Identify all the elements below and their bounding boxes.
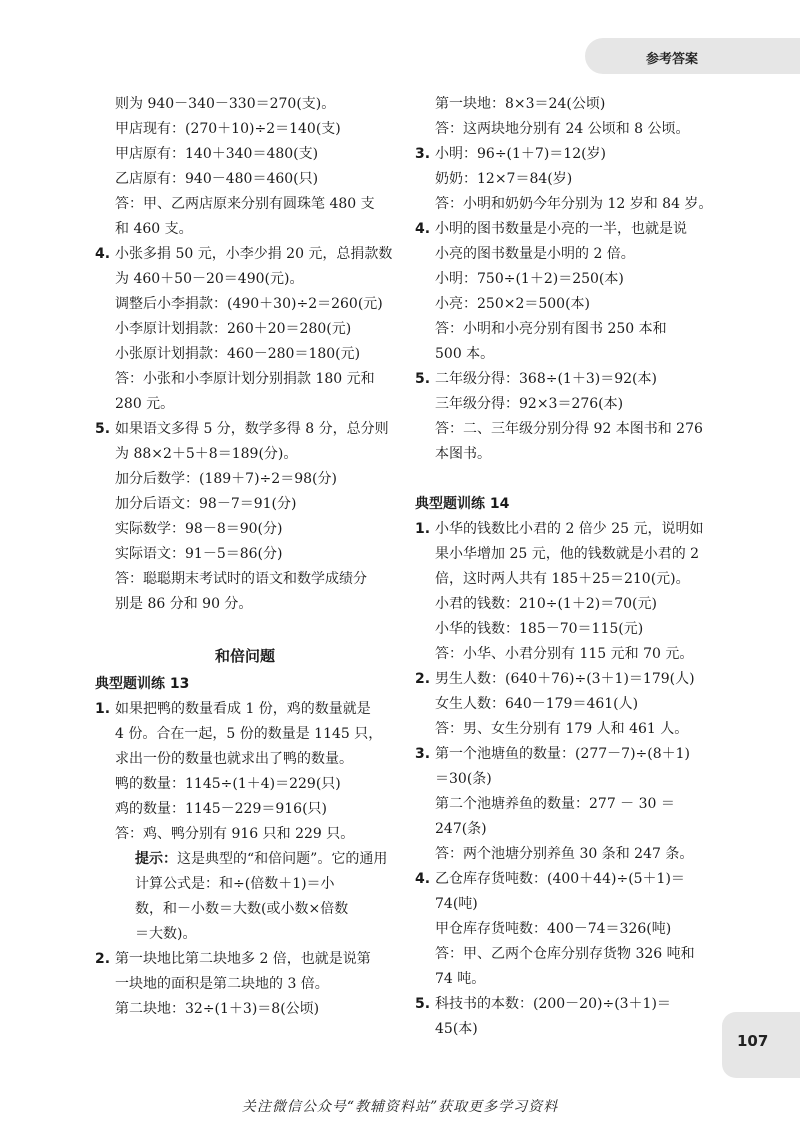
answer-item bbox=[415, 367, 720, 392]
line-text: 4 份。合在一起，5 份的数量是 1145 只， bbox=[115, 726, 383, 742]
answer-line bbox=[95, 517, 395, 542]
item-number: 2. bbox=[95, 951, 111, 967]
item-number: 5. bbox=[95, 421, 111, 437]
answer-line bbox=[415, 842, 720, 867]
answer-line bbox=[415, 267, 720, 292]
line-text: 科技书的本数：(200－20)÷(3＋1)＝ bbox=[435, 996, 671, 1012]
hint-line bbox=[95, 872, 395, 897]
left-column bbox=[95, 92, 395, 1022]
page-number: 107 bbox=[737, 1032, 769, 1050]
answer-line bbox=[95, 542, 395, 567]
answer-line bbox=[415, 617, 720, 642]
line-text: 别是 86 分和 90 分。 bbox=[115, 596, 253, 612]
answer-item bbox=[95, 947, 395, 972]
line-text: 小华的钱数比小君的 2 倍少 25 元，说明如 bbox=[435, 521, 704, 537]
line-text: 一块地的面积是第二块地的 3 倍。 bbox=[115, 976, 329, 992]
line-text: 答：男、女生分别有 179 人和 461 人。 bbox=[435, 721, 689, 737]
answer-line bbox=[415, 1017, 720, 1042]
line-text: 和 460 支。 bbox=[115, 221, 193, 237]
answer-item bbox=[415, 667, 720, 692]
line-text: 第二块地：32÷(1＋3)＝8(公顷) bbox=[115, 1001, 320, 1017]
answer-item bbox=[415, 867, 720, 892]
answer-item bbox=[95, 417, 395, 442]
answer-line bbox=[415, 592, 720, 617]
line-text: 为 88×2＋5＋8＝189(分)。 bbox=[115, 446, 298, 462]
answer-item bbox=[415, 142, 720, 167]
answer-line bbox=[415, 917, 720, 942]
line-text: 如果语文多得 5 分，数学多得 8 分，总分则 bbox=[115, 421, 389, 437]
item-number: 4. bbox=[415, 221, 431, 237]
answer-line bbox=[95, 142, 395, 167]
answer-line bbox=[415, 167, 720, 192]
answer-line bbox=[95, 442, 395, 467]
line-text: 则为 940－340－330＝270(支)。 bbox=[115, 96, 336, 112]
line-text: 第一个池塘鱼的数量：(277－7)÷(8＋1) bbox=[435, 746, 691, 762]
answer-item bbox=[95, 242, 395, 267]
answer-line bbox=[95, 822, 395, 847]
line-text: 奶奶：12×7＝84(岁) bbox=[435, 171, 573, 187]
answer-item bbox=[415, 742, 720, 767]
answer-line bbox=[95, 467, 395, 492]
section-title: 和倍问题 bbox=[214, 647, 275, 665]
line-text: 小张多捐 50 元，小李少捐 20 元，总捐款数 bbox=[115, 246, 393, 262]
line-text: 倍，这时两人共有 185＋25＝210(元)。 bbox=[435, 571, 690, 587]
answer-line bbox=[415, 317, 720, 342]
answer-line bbox=[95, 117, 395, 142]
answer-line bbox=[415, 542, 720, 567]
item-number: 4. bbox=[95, 246, 111, 262]
answer-line bbox=[415, 817, 720, 842]
line-text: 求出一份的数量也就求出了鸭的数量。 bbox=[115, 751, 353, 767]
item-number: 4. bbox=[415, 871, 431, 887]
answer-line bbox=[95, 492, 395, 517]
hint-line bbox=[95, 897, 395, 922]
line-text: 实际语文：91－5＝86(分) bbox=[115, 546, 283, 562]
answer-line bbox=[95, 292, 395, 317]
answer-line bbox=[95, 317, 395, 342]
item-number: 3. bbox=[415, 746, 431, 762]
line-text: 答：甲、乙两个仓库分别存货物 326 吨和 bbox=[435, 946, 695, 962]
item-number: 5. bbox=[415, 371, 431, 387]
line-text: 答：两个池塘分别养鱼 30 条和 247 条。 bbox=[435, 846, 694, 862]
line-text: 乙仓库存货吨数：(400＋44)÷(5＋1)＝ bbox=[435, 871, 685, 887]
line-text: 答：二、三年级分别分得 92 本图书和 276 bbox=[435, 421, 703, 437]
line-text: 小张原计划捐款：460－280＝180(元) bbox=[115, 346, 361, 362]
answer-line bbox=[95, 217, 395, 242]
answer-line bbox=[415, 717, 720, 742]
hint-label: 提示： bbox=[135, 851, 177, 867]
answer-item bbox=[415, 517, 720, 542]
line-text: 甲店现有：(270＋10)÷2＝140(支) bbox=[115, 121, 341, 137]
line-text: 第一块地比第二块地多 2 倍，也就是说第 bbox=[115, 951, 371, 967]
line-text: 小君的钱数：210÷(1＋2)＝70(元) bbox=[435, 596, 657, 612]
line-text: 74(吨) bbox=[435, 896, 478, 912]
line-text: 计算公式是：和÷(倍数＋1)＝小 bbox=[135, 876, 335, 892]
footer-text: 关注微信公众号“教辅资料站”获取更多学习资料 bbox=[241, 1099, 559, 1115]
answer-line bbox=[415, 442, 720, 467]
line-text: 答：小华、小君分别有 115 元和 70 元。 bbox=[435, 646, 694, 662]
line-text: 第二个池塘养鱼的数量：277 － 30 ＝ bbox=[435, 796, 675, 812]
answer-line bbox=[415, 567, 720, 592]
exercise-heading: 典型题训练 13 bbox=[95, 676, 190, 692]
spacer bbox=[95, 617, 395, 641]
line-text: 小亮的图书数量是小明的 2 倍。 bbox=[435, 246, 635, 262]
line-text: 答：这两块地分别有 24 公顷和 8 公顷。 bbox=[435, 121, 690, 137]
exercise-heading: 典型题训练 14 bbox=[415, 496, 510, 512]
line-text: 小明的图书数量是小亮的一半，也就是说 bbox=[435, 221, 687, 237]
answer-line bbox=[95, 772, 395, 797]
hint-line bbox=[95, 922, 395, 947]
answer-line bbox=[415, 642, 720, 667]
answer-line bbox=[95, 567, 395, 592]
answer-line bbox=[415, 117, 720, 142]
line-text: ＝大数)。 bbox=[135, 926, 197, 942]
line-text: 小华的钱数：185－70＝115(元) bbox=[435, 621, 644, 637]
answer-line bbox=[415, 242, 720, 267]
answer-item bbox=[415, 992, 720, 1017]
line-text: 女生人数：640－179＝461(人) bbox=[435, 696, 639, 712]
line-text: 答：甲、乙两店原来分别有圆珠笔 480 支 bbox=[115, 196, 375, 212]
line-text: ＝30(条) bbox=[435, 771, 492, 787]
answer-line bbox=[95, 192, 395, 217]
item-number: 2. bbox=[415, 671, 431, 687]
answer-line bbox=[415, 692, 720, 717]
answer-line bbox=[95, 392, 395, 417]
answer-line bbox=[95, 267, 395, 292]
answer-line bbox=[95, 972, 395, 997]
line-text: 数，和－小数＝大数(或小数×倍数 bbox=[135, 901, 349, 917]
right-column bbox=[415, 92, 720, 1042]
answer-line bbox=[415, 942, 720, 967]
line-text: 甲店原有：140＋340＝480(支) bbox=[115, 146, 319, 162]
line-text: 加分后语文：98－7＝91(分) bbox=[115, 496, 297, 512]
item-number: 1. bbox=[95, 701, 111, 717]
answer-line bbox=[415, 192, 720, 217]
line-text: 甲仓库存货吨数：400－74＝326(吨) bbox=[435, 921, 672, 937]
line-text: 如果把鸭的数量看成 1 份，鸡的数量就是 bbox=[115, 701, 371, 717]
line-text: 小亮：250×2＝500(本) bbox=[435, 296, 591, 312]
answer-line bbox=[415, 792, 720, 817]
answer-line bbox=[95, 167, 395, 192]
answer-item bbox=[95, 697, 395, 722]
line-text: 乙店原有：940－480＝460(只) bbox=[115, 171, 319, 187]
line-text: 答：聪聪期末考试时的语文和数学成绩分 bbox=[115, 571, 367, 587]
line-text: 小明：96÷(1＋7)＝12(岁) bbox=[435, 146, 607, 162]
line-text: 鸭的数量：1145÷(1＋4)＝229(只) bbox=[115, 776, 341, 792]
line-text: 实际数学：98－8＝90(分) bbox=[115, 521, 283, 537]
line-text: 247(条) bbox=[435, 821, 487, 837]
line-text: 74 吨。 bbox=[435, 971, 486, 987]
line-text: 果小华增加 25 元，他的钱数就是小君的 2 bbox=[435, 546, 700, 562]
answer-item bbox=[415, 217, 720, 242]
line-text: 调整后小李捐款：(490＋30)÷2＝260(元) bbox=[115, 296, 383, 312]
answer-line bbox=[415, 767, 720, 792]
line-text: 答：鸡、鸭分别有 916 只和 229 只。 bbox=[115, 826, 355, 842]
answer-line bbox=[415, 967, 720, 992]
answer-line bbox=[415, 417, 720, 442]
line-text: 答：小张和小李原计划分别捐款 180 元和 bbox=[115, 371, 375, 387]
answer-line bbox=[95, 797, 395, 822]
answer-line bbox=[95, 92, 395, 117]
answer-line bbox=[95, 722, 395, 747]
line-text: 小明：750÷(1＋2)＝250(本) bbox=[435, 271, 624, 287]
answer-line bbox=[415, 292, 720, 317]
item-number: 3. bbox=[415, 146, 431, 162]
answer-line bbox=[415, 892, 720, 917]
line-text: 小李原计划捐款：260＋20＝280(元) bbox=[115, 321, 352, 337]
answer-line bbox=[95, 342, 395, 367]
line-text: 500 本。 bbox=[435, 346, 495, 362]
line-text: 男生人数：(640＋76)÷(3＋1)＝179(人) bbox=[435, 671, 695, 687]
hint-line bbox=[95, 847, 395, 872]
answer-line bbox=[415, 342, 720, 367]
answer-line bbox=[95, 997, 395, 1022]
line-text: 三年级分得：92×3＝276(本) bbox=[435, 396, 624, 412]
answer-line bbox=[95, 592, 395, 617]
line-text: 二年级分得：368÷(1＋3)＝92(本) bbox=[435, 371, 657, 387]
line-text bbox=[135, 847, 387, 872]
line-text: 280 元。 bbox=[115, 396, 175, 412]
line-text: 加分后数学：(189＋7)÷2＝98(分) bbox=[115, 471, 337, 487]
hint-text: 这是典型的“和倍问题”。它的通用 bbox=[177, 851, 388, 867]
item-number: 5. bbox=[415, 996, 431, 1012]
answer-line bbox=[415, 92, 720, 117]
line-text: 答：小明和奶奶今年分别为 12 岁和 84 岁。 bbox=[435, 196, 713, 212]
line-text: 答：小明和小亮分别有图书 250 本和 bbox=[435, 321, 667, 337]
answer-line bbox=[415, 392, 720, 417]
header-label: 参考答案 bbox=[646, 52, 699, 67]
spacer bbox=[415, 467, 720, 491]
answer-line bbox=[95, 367, 395, 392]
item-number: 1. bbox=[415, 521, 431, 537]
line-text: 本图书。 bbox=[435, 446, 491, 462]
line-text: 为 460＋50－20＝490(元)。 bbox=[115, 271, 304, 287]
line-text: 45(本) bbox=[435, 1021, 478, 1037]
answer-line bbox=[95, 747, 395, 772]
line-text: 鸡的数量：1145－229＝916(只) bbox=[115, 801, 327, 817]
line-text: 第一块地：8×3＝24(公顷) bbox=[435, 96, 606, 112]
